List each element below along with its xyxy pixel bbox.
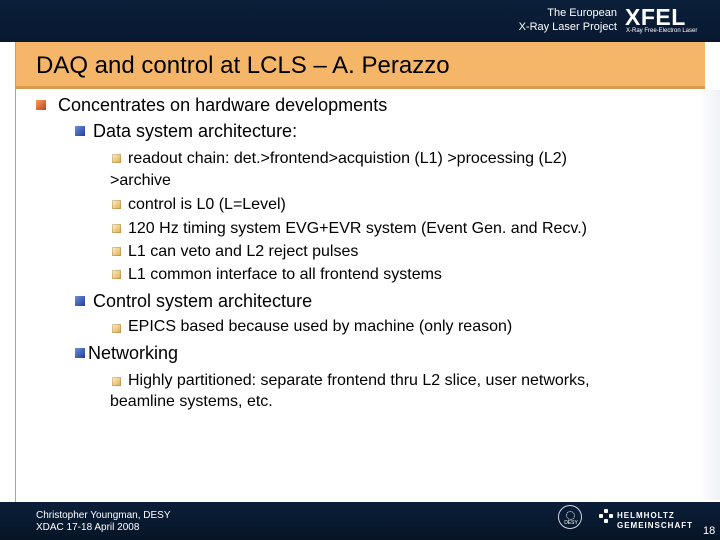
footer-event: XDAC 17-18 April 2008 [36,522,140,533]
footer-author: Christopher Youngman, DESY [36,510,171,521]
helmholtz-line1: HELMHOLTZ [617,511,675,520]
helmholtz-line2: GEMEINSCHAFT [617,521,693,530]
bullet-networking: Networking [88,343,179,363]
bullet-level3-icon [112,154,121,163]
left-divider [15,42,16,502]
bullet-partitioned-cont: beamline systems, etc. [110,393,273,410]
page-number: 18 [703,525,716,537]
bullet-level1-icon [36,100,46,110]
xfel-logo: XFEL [625,4,686,30]
bullet-l1-interface: L1 common interface to all frontend systems [128,266,442,283]
bullet-partitioned: Highly partitioned: separate frontend thru L2 slice, user networks, [128,372,590,389]
bullet-epics: EPICS based because used by machine (only reason) [128,318,513,335]
bullet-level3-icon [112,324,121,333]
slide-title: DAQ and control at LCLS – A. Perazzo [36,52,450,79]
bullet-level3-icon [112,247,121,256]
bullet-level2-icon [75,126,85,136]
bullet-level2-icon [75,348,85,358]
xfel-logo-subtitle: X-Ray Free-Electron Laser [626,28,698,34]
title-band-edge [15,86,705,89]
bullet-level3-icon [112,270,121,279]
desy-ring-icon [566,511,575,520]
bullet-level3-icon [112,377,121,386]
bullet-veto-reject: L1 can veto and L2 reject pulses [128,243,359,260]
bullet-level3-icon [112,200,121,209]
bullet-readout-chain: readout chain: det.>frontend>acquistion (L1) >processing (L2) [128,150,567,167]
bullet-control-l0: control is L0 (L=Level) [128,196,286,213]
bullet-timing-system: 120 Hz timing system EVG+EVR system (Event Gen. and Recv.) [128,220,587,237]
bullet-readout-chain-cont: >archive [110,172,171,189]
bullet-hardware: Concentrates on hardware developments [58,95,388,115]
org-name-line1: The European [547,7,617,19]
right-edge-shading [700,90,720,500]
bullet-control-system: Control system architecture [93,291,313,311]
helmholtz-logo-icon [599,509,613,523]
bullet-level2-icon [75,296,85,306]
desy-logo-label: DESY [564,520,578,526]
bullet-data-system: Data system architecture: [93,121,298,141]
desy-logo-icon [558,505,582,529]
org-name-line2: X-Ray Laser Project [518,21,617,33]
bullet-level3-icon [112,224,121,233]
